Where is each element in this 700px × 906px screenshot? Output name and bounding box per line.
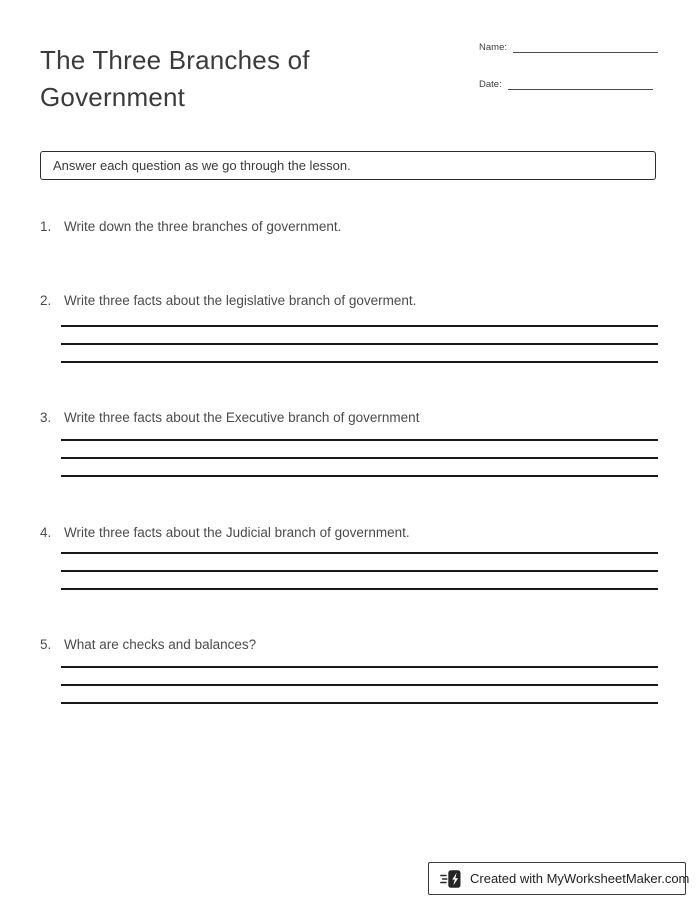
question-1-number: 1. <box>40 219 52 234</box>
question-3-text: Write three facts about the Executive branch of government <box>64 410 420 425</box>
answer-line[interactable] <box>61 686 658 704</box>
date-line[interactable] <box>508 77 653 90</box>
answer-line[interactable] <box>61 423 658 441</box>
badge-text: Created with MyWorksheetMaker.com <box>470 871 690 886</box>
question-4-number: 4. <box>40 525 52 540</box>
question-5-text: What are checks and balances? <box>64 637 257 652</box>
answer-line[interactable] <box>61 668 658 686</box>
question-4-answer-lines <box>61 536 658 590</box>
question-2-text: Write three facts about the legislative branch of goverment. <box>64 293 417 308</box>
worksheet-maker-badge <box>428 862 690 895</box>
question-1-text: Write down the three branches of government. <box>64 219 342 234</box>
answer-line[interactable] <box>61 309 658 327</box>
date-field-row <box>479 77 658 90</box>
question-5-answer-lines <box>61 650 658 704</box>
question-2-number: 2. <box>40 293 52 308</box>
name-line[interactable] <box>513 40 658 53</box>
question-2-answer-lines <box>61 309 658 363</box>
question-1 <box>40 219 658 235</box>
id-fields <box>479 40 658 90</box>
answer-line[interactable] <box>61 459 658 477</box>
answer-line[interactable] <box>61 536 658 554</box>
name-label: Name: <box>479 42 507 53</box>
answer-line[interactable] <box>61 572 658 590</box>
page-title <box>40 42 310 116</box>
answer-line[interactable] <box>61 441 658 459</box>
page-title-line2: Government <box>40 82 186 112</box>
instructions-text: Answer each question as we go through the lesson. <box>53 158 351 173</box>
answer-line[interactable] <box>61 327 658 345</box>
question-4-text: Write three facts about the Judicial branch of government. <box>64 525 410 540</box>
answer-line[interactable] <box>61 650 658 668</box>
page-title-line1: The Three Branches of <box>40 45 310 75</box>
question-3-number: 3. <box>40 410 52 425</box>
worksheet-maker-logo-icon <box>440 869 462 889</box>
name-field-row <box>479 40 658 53</box>
answer-line[interactable] <box>61 345 658 363</box>
question-5-number: 5. <box>40 637 52 652</box>
instructions-box <box>40 151 656 180</box>
question-3-answer-lines <box>61 423 658 477</box>
answer-line[interactable] <box>61 554 658 572</box>
date-label: Date: <box>479 79 502 90</box>
question-2 <box>40 293 658 309</box>
